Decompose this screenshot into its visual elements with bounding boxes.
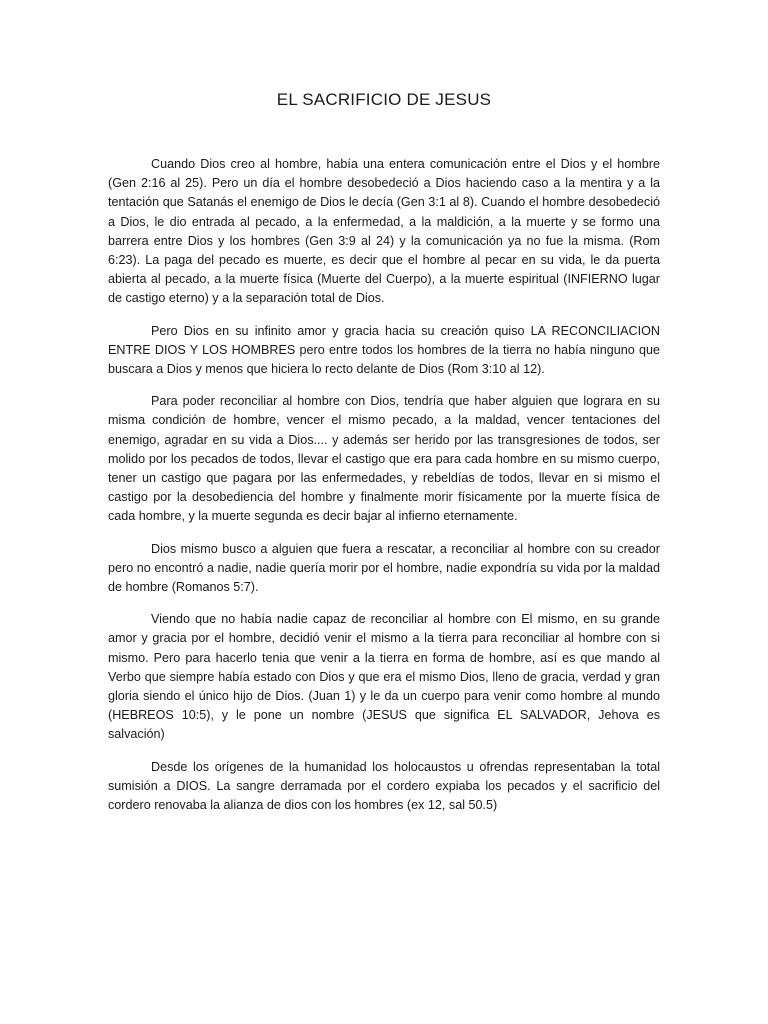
paragraph-4: Dios mismo busco a alguien que fuera a rescatar, a reconciliar al hombre con su creador pero no encontró a nadie, nadie quería morir por el hombre, nadie expondría su vida por la maldad de hombre (Romanos 5:7).	[108, 541, 660, 595]
paragraph-2: Pero Dios en su infinito amor y gracia hacia su creación quiso LA RECONCILIACION ENTRE DIOS Y LOS HOMBRES pero entre todos los hombres de la tierra no había ninguno que buscara a Dios y menos que hiciera lo recto delante de Dios (Rom 3:10 al 12).	[108, 323, 660, 377]
document-title: EL SACRIFICIO DE JESUS	[276, 90, 492, 109]
document-body	[108, 155, 660, 828]
paragraph-5: Viendo que no había nadie capaz de reconciliar al hombre con El mismo, en su grande amor y gracia por el hombre, decidió venir el mismo a la tierra para reconciliar al hombre con si mismo. Pero para hacerlo tenia que venir a la tierra en forma de hombre, así es que mando al Verbo que siempre había estado con Dios y que era el mismo Dios, lleno de gracia, verdad y gran gloria siendo el único hijo de Dios. (Juan 1) y le da un cuerpo para venir como hombre al mundo (HEBREOS 10:5), y le pone un nombre (JESUS que significa EL SALVADOR, Jehova es salvación)	[108, 612, 660, 742]
paragraph-1: Cuando Dios creo al hombre, había una entera comunicación entre el Dios y el hombre (Gen 2:16 al 25). Pero un día el hombre desobedeció a Dios haciendo caso a la mentira y a la tentación que Satanás el enemigo de Dios le decía (Gen 3:1 al 8). Cuando el hombre desobedeció a Dios, le dio entrada al pecado, a la enfermedad, a la maldición, a la muerte y se formo una barrera entre Dios y los hombres (Gen 3:9 al 24) y la comunicación ya no fue la misma. (Rom 6:23). La paga del pecado es muerte, es decir que el hombre al pecar en su vida, le da puerta abierta al pecado, a la muerte física (Muerte del Cuerpo), a la muerte espiritual (INFIERNO lugar de castigo eterno) y a la separación total de Dios.	[108, 157, 660, 306]
paragraph-3: Para poder reconciliar al hombre con Dios, tendría que haber alguien que lograra en su misma condición de hombre, vencer el mismo pecado, a la maldad, vencer tentaciones del enemigo, agradar en su vida a Dios.... y además ser herido por las transgresiones de todos, ser molido por los pecados de todos, llevar el castigo que era para cada hombre en su mismo cuerpo, tener un castigo que pagara por las enfermedades, y rebeldías de todos, llevar en si mismo el castigo por la desobediencia del hombre y finalmente morir físicamente por la muerte física de cada hombre, y la muerte segunda es decir bajar al infierno eternamente.	[108, 394, 660, 524]
paragraph-6: Desde los orígenes de la humanidad los holocaustos u ofrendas representaban la total sumisión a DIOS. La sangre derramada por el cordero expiaba los pecados y el sacrificio del cordero renovaba la alianza de dios con los hombres (ex 12, sal 50.5)	[108, 759, 660, 813]
